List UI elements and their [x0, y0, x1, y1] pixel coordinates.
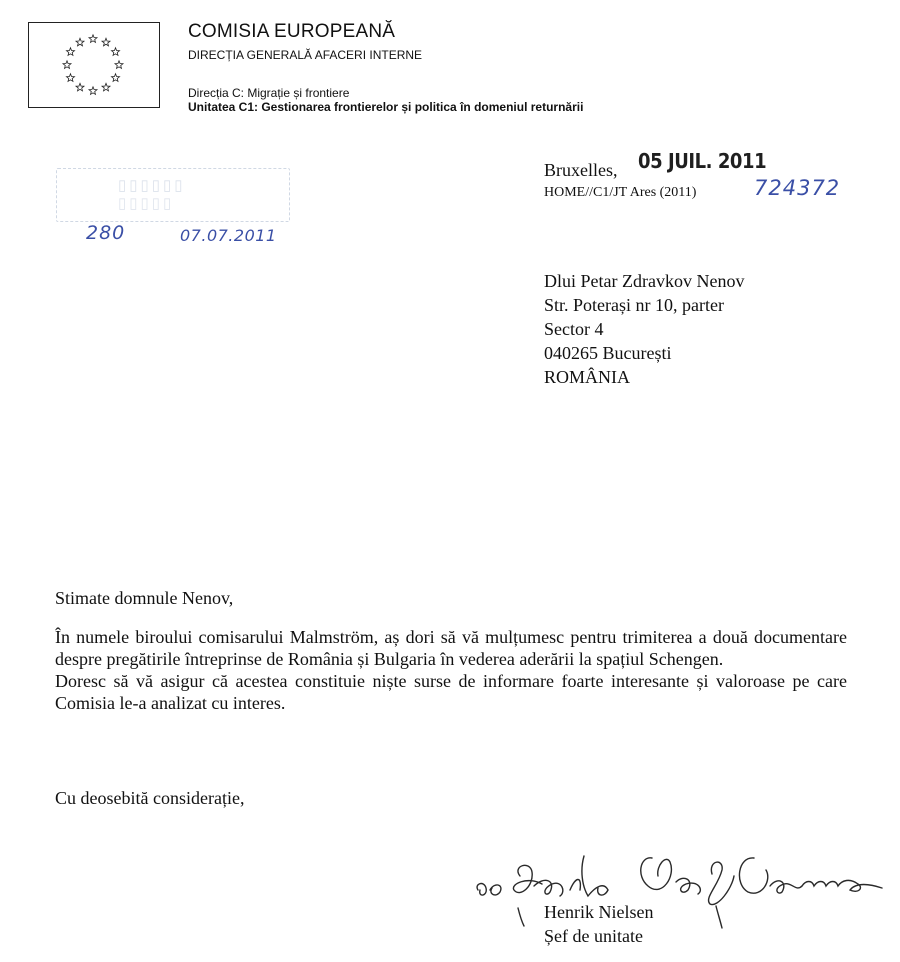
star-icon	[102, 38, 110, 46]
recipient-address	[544, 269, 744, 389]
reference: HOME//C1/JT Ares (2011)	[544, 185, 697, 200]
reference-number: 724372	[754, 176, 841, 200]
body-paragraph: În numele biroului comisarului Malmström, aș dori să vă mulțumesc pentru trimiterea a două documentare despre pregătirile întreprinse de România și Bulgaria în vederea aderării la spațiul Schengen.	[55, 627, 847, 669]
registry-stamp-faded-text: ▯▯▯▯▯▯	[118, 177, 186, 194]
registry-stamp-faded-text-2: ▯▯▯▯▯	[118, 195, 175, 212]
registry-date: 07.07.2011	[180, 226, 277, 245]
star-icon	[102, 83, 110, 91]
directorate-general: DIRECȚIA GENERALĂ AFACERI INTERNE	[188, 48, 423, 62]
address-line: ROMÂNIA	[544, 367, 631, 387]
star-icon	[112, 48, 120, 56]
signatory-name: Henrik Nielsen	[544, 902, 654, 922]
star-icon	[63, 61, 71, 69]
signatory-title: Șef de unitate	[544, 926, 643, 946]
organisation-name: COMISIA EUROPEANĂ	[188, 21, 396, 42]
star-icon	[89, 87, 97, 95]
star-icon	[66, 74, 74, 82]
star-icon	[89, 35, 97, 43]
place: Bruxelles,	[544, 160, 618, 180]
star-icon	[76, 38, 84, 46]
address-line: Sector 4	[544, 319, 604, 339]
star-icon	[66, 48, 74, 56]
star-icon	[115, 61, 123, 69]
address-line: 040265 București	[544, 343, 672, 363]
address-line: Dlui Petar Zdravkov Nenov	[544, 271, 745, 291]
unit-name: Unitatea C1: Gestionarea frontierelor și politica în domeniul returnării	[188, 100, 584, 114]
address-line: Str. Poterași nr 10, parter	[544, 295, 724, 315]
handwritten-signature	[472, 846, 892, 932]
salutation: Stimate domnule Nenov,	[55, 588, 234, 608]
date-stamp: 05 JUIL. 2011	[638, 149, 767, 173]
star-icon	[76, 83, 84, 91]
body-paragraph: Doresc să vă asigur că acestea constituie niște surse de informare foarte interesante și valoroase pe care Comisia le-a analizat cu interes.	[55, 671, 847, 713]
star-icon	[112, 74, 120, 82]
letter-body	[55, 626, 847, 714]
eu-flag-icon	[28, 22, 160, 108]
directorate: Direcția C: Migrație și frontiere	[188, 86, 350, 100]
registry-number: 280	[86, 222, 126, 244]
closing: Cu deosebită considerație,	[55, 788, 245, 808]
signatory	[544, 900, 653, 948]
